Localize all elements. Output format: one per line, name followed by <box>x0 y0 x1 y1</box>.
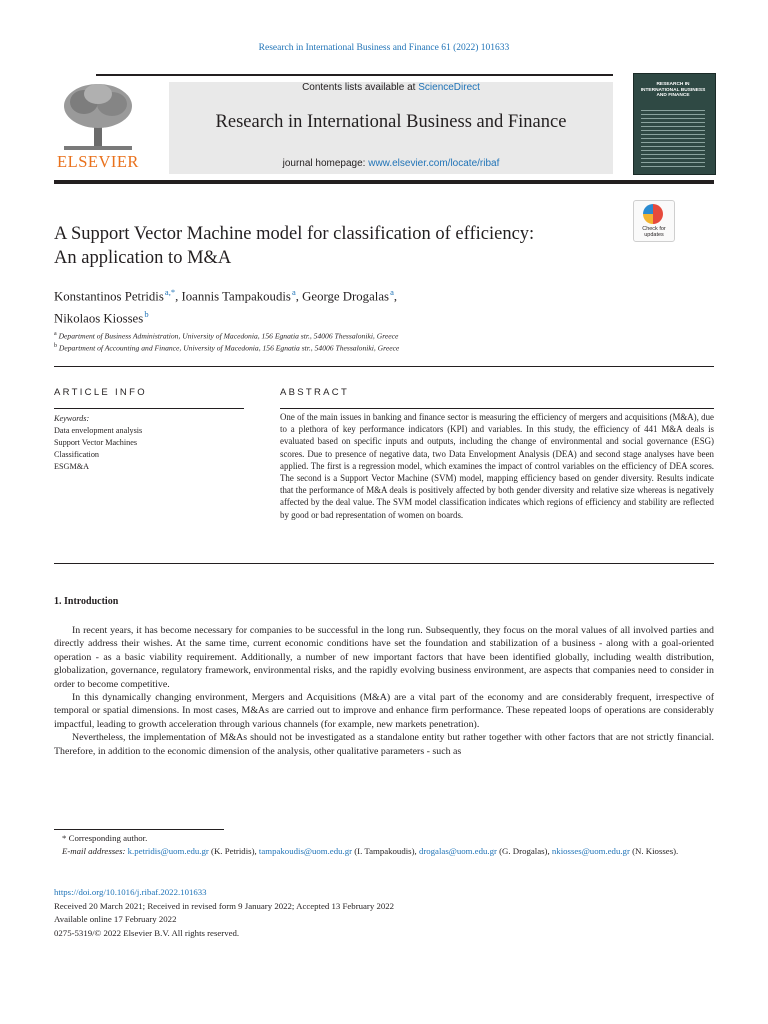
author-name[interactable]: George Drogalas <box>302 289 389 304</box>
elsevier-wordmark: ELSEVIER <box>57 152 139 171</box>
author-name[interactable]: Konstantinos Petridis <box>54 289 164 304</box>
header-bottom-rule <box>54 180 714 184</box>
author-name[interactable]: Ioannis Tampakoudis <box>181 289 291 304</box>
author-affil-sup[interactable]: a <box>390 287 394 297</box>
affiliation-sup: a <box>54 331 57 337</box>
email-owner: (K. Petridis), <box>208 846 259 856</box>
keyword-item: Support Vector Machines <box>54 438 138 447</box>
article-title <box>54 222 624 270</box>
publication-info <box>54 886 714 940</box>
paragraph: In recent years, it has become necessary for companies to be successful in the long run. Subsequently, they focus on the moral values of all involved parties and directly address their wishes. At the same time, current economic conditions have set the foundation and stabilization of a business - along with a goal-oriented operation - as a basic viability requirement. Additionally, a number of new important factors that have been identified globally, including wealth distribution, globalization, governance, regulatory framework, environmental risks, and the rapidly evolving business environment, are aspects that companies need to consider in order to become competitive. <box>54 625 714 690</box>
introduction-heading: 1. Introduction <box>54 596 119 607</box>
cover-decoration <box>641 110 705 170</box>
homepage-link[interactable]: www.elsevier.com/locate/ribaf <box>368 158 500 169</box>
journal-title: Research in International Business and Finance <box>215 112 567 132</box>
section-rule <box>54 563 714 564</box>
elsevier-tree-logo <box>54 80 142 152</box>
email-owner: (N. Kiosses). <box>629 846 679 856</box>
affiliation <box>54 331 398 341</box>
sciencedirect-link[interactable]: ScienceDirect <box>418 82 480 93</box>
keyword-item: Data envelopment analysis <box>54 426 143 435</box>
affiliation <box>54 343 399 353</box>
email-link[interactable]: k.petridis@uom.edu.gr <box>127 846 209 856</box>
paragraph: Nevertheless, the implementation of M&As should not be investigated as a standalone entity but rather together with other factors that are not strictly financial. Therefore, in addition to the economic dimension of the analysis, other qualitative parameters - such as <box>54 732 714 757</box>
email-label: E-mail addresses: <box>62 846 126 856</box>
email-note <box>54 845 714 858</box>
email-link[interactable]: drogalas@uom.edu.gr <box>418 846 497 856</box>
copyright: 0275-5319/© 2022 Elsevier B.V. All rights reserved. <box>54 927 240 938</box>
received-dates: Received 20 March 2021; Received in revised form 9 January 2022; Accepted 13 February 2022 <box>54 900 395 911</box>
article-info-heading: ARTICLE INFO <box>54 387 147 398</box>
affiliation-text: Department of Accounting and Finance, University of Macedonia, 156 Egnatia str., 54006 Thessaloniki, Greece <box>58 343 400 353</box>
homepage-prefix: journal homepage: <box>282 158 369 169</box>
journal-homepage <box>169 158 613 169</box>
affiliation-sup: b <box>54 343 57 349</box>
abstract-rule <box>280 408 714 409</box>
article-info-rule <box>54 408 244 409</box>
author-affil-sup[interactable]: b <box>144 309 149 320</box>
introduction-body <box>54 624 714 758</box>
email-link[interactable]: tampakoudis@uom.edu.gr <box>258 846 353 856</box>
footnotes <box>54 832 714 858</box>
author-affil-sup[interactable]: a <box>291 287 296 297</box>
keyword-item: ESGM&A <box>54 462 90 471</box>
contents-prefix: Contents lists available at <box>302 82 419 93</box>
check-updates-label: Check for updates <box>642 226 666 238</box>
email-owner: (I. Tampakoudis), <box>352 846 419 856</box>
corresponding-note: * Corresponding author. <box>62 833 148 843</box>
paragraph: In this dynamically changing environment, Mergers and Acquisitions (M&A) are a vital part of the economy and are considerably frequent, irrespective of temporal or spatial dimensions. In most cases, M&As are carried out to improve and enhance firm performance. These repeated loops of operations are considerably impactful, leading to growth acceleration through various channels (for example, new markets penetration). <box>54 692 714 730</box>
author-affil-sup[interactable]: a,* <box>164 287 176 297</box>
title-line-2: An application to M&A <box>54 248 232 268</box>
keyword-item: Classification <box>54 450 100 459</box>
header-top-rule <box>96 74 613 76</box>
abstract-text: One of the main issues in banking and finance sector is measuring the efficiency of mergers and acquisitions (M&A), due to a plethora of key performance indicators (KPI) and variables. In this study, the efficiency of 441 M&A deals is evaluated based on specific inputs and outputs, including the change of environmental and social governance (ESG) scores. Due to presence of negative data, two Data Envelopment Analysis (DEA) and second stage analyses have been applied. The first is a regression model, which examines the impact of control variables on the efficiency of DEA scores. The second is a Support Vector Machine (SVM) model, mapping efficiency based on gender diversity. Results indicate that the performance of M&A deals is positively affected by both gender diversity and relative size whereas is negatively affected by the deal value. The SVM model classification indicates which regions of efficiency and stability are reflected by good or bad representation of women on boards. <box>280 412 714 520</box>
section-rule <box>54 366 714 367</box>
doi-link[interactable]: https://doi.org/10.1016/j.ribaf.2022.101633 <box>54 887 207 897</box>
title-line-1: A Support Vector Machine model for classification of efficiency: <box>54 224 535 244</box>
corresponding-text: Corresponding author. <box>68 833 148 843</box>
email-owner: (G. Drogalas), <box>496 846 552 856</box>
cover-title: RESEARCH IN INTERNATIONAL BUSINESS AND FINANCE <box>640 82 706 98</box>
footnote-rule <box>54 829 224 830</box>
keywords-block <box>54 413 244 473</box>
contents-line <box>169 82 613 93</box>
journal-reference[interactable]: Research in International Business and Finance 61 (2022) 101633 <box>258 43 510 53</box>
abstract-heading: ABSTRACT <box>280 387 350 398</box>
email-link[interactable]: nkiosses@uom.edu.gr <box>551 846 630 856</box>
affiliation-text: Department of Business Administration, University of Macedonia, 156 Egnatia str., 54006 Thessaloniki, Greece <box>58 331 399 341</box>
author-list: Konstantinos Petridis $^{a,*}$, Ioannis Tampakoudis $^a$, George Drogalas $^a$, Nikolaos Kiosses $^b$ <box>54 287 398 326</box>
check-updates-icon <box>643 204 663 224</box>
keywords-label: Keywords: <box>54 414 90 423</box>
available-date: Available online 17 February 2022 <box>54 914 177 925</box>
author-name[interactable]: Nikolaos Kiosses <box>54 311 144 326</box>
